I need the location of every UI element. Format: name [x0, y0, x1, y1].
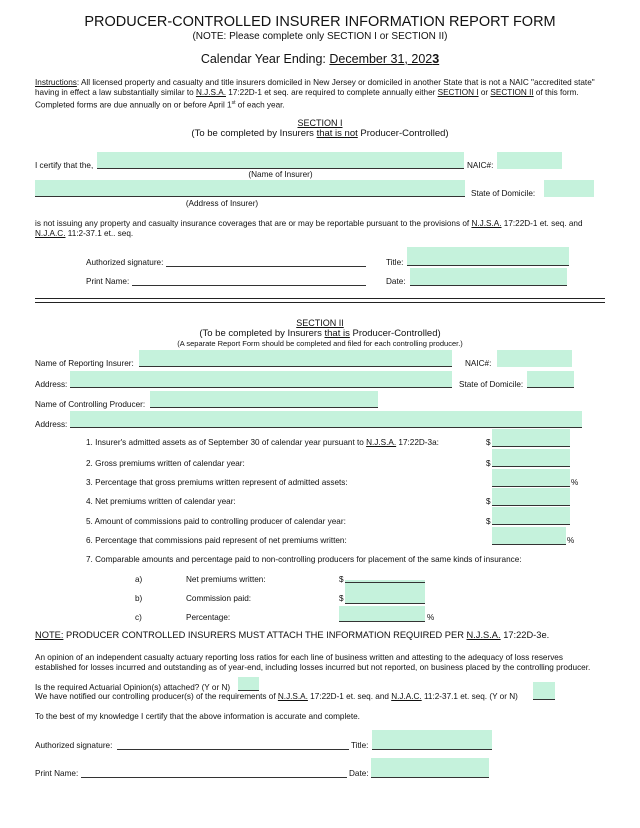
address-field[interactable] — [70, 371, 452, 388]
non-controlling-commission-field[interactable] — [345, 588, 425, 604]
divider-bottom — [35, 302, 605, 303]
item-7: 7. Comparable amounts and percentage paid to non-controlling producers for placement of the same kinds of insurance: — [86, 555, 522, 564]
section1-heading: SECTION I — [297, 118, 343, 128]
item-label: 6. Percentage that commissions paid represent of net premiums written: — [86, 536, 347, 545]
section1-statement: is not issuing any property and casualty insurance coverages that are or may be reportable pursuant to the provisions of N.J.S.A. 17:22D-1 et. seq. and N.J.A.C. 11:2-37.1 et.. seq. — [35, 219, 583, 238]
section2-naic-label: NAIC#: — [465, 359, 492, 368]
dollar-sign: $ — [486, 497, 491, 506]
form-note: (NOTE: Please complete only SECTION I or SECTION II) — [192, 31, 448, 42]
reporting-insurer-line — [139, 366, 452, 367]
sub-label: Percentage: — [186, 613, 231, 622]
auth-signature-label: Authorized signature: — [86, 258, 164, 267]
net-premiums-field[interactable] — [492, 488, 570, 505]
sub-label: Commission paid: — [186, 594, 252, 603]
controlling-producer-field[interactable] — [150, 391, 378, 408]
reporting-insurer-label: Name of Reporting Insurer: — [35, 359, 134, 368]
insurer-address-line — [35, 196, 465, 197]
insurer-name-line — [97, 168, 464, 169]
dollar-sign: $ — [339, 575, 344, 584]
controlling-producer-label: Name of Controlling Producer: — [35, 400, 146, 409]
section2-print-name-line[interactable] — [81, 777, 347, 778]
section2-heading: SECTION II — [296, 318, 344, 328]
dollar-sign: $ — [339, 594, 344, 603]
section2-print-name-label: Print Name: — [35, 769, 79, 778]
percent-sign: % — [427, 613, 435, 622]
date-line — [410, 285, 567, 286]
section2-auth-signature-line[interactable] — [117, 749, 349, 750]
title-line — [407, 265, 569, 266]
form-title: PRODUCER-CONTROLLED INSURER INFORMATION REPORT FORM — [84, 14, 556, 30]
title-field[interactable] — [407, 247, 569, 266]
address-caption: (Address of Insurer) — [185, 199, 259, 208]
non-controlling-pct-field[interactable] — [339, 606, 425, 622]
percent-sign: % — [567, 536, 575, 545]
instructions: Instructions: All licensed property and casualty and title insurers domiciled in New Jersey or domiciled in another State that is not a NAIC "accredited state" having in effect a law substantially similar to N.J.S.A. 17:22D-1 et seq. are required to complete annually either SECTION I or SECTION II of this form. Completed forms are due annually on or before April 1st of each year. — [35, 78, 595, 110]
section2-title-label: Title: — [351, 741, 369, 750]
section2-note: (A separate Report Form should be completed and filed for each controlling producer.) — [177, 339, 463, 348]
address-line — [70, 387, 452, 388]
producer-address-field[interactable] — [70, 411, 582, 428]
sub-letter: a) — [135, 575, 143, 584]
field-line — [492, 466, 570, 467]
insurer-name-field[interactable] — [97, 152, 464, 169]
field-line — [492, 505, 570, 506]
sub-letter: c) — [135, 613, 142, 622]
name-caption: (Name of Insurer) — [248, 170, 313, 179]
field-line — [345, 582, 425, 583]
admitted-assets-field[interactable] — [492, 429, 570, 446]
print-name-line[interactable] — [132, 285, 366, 286]
field-line — [492, 544, 566, 545]
section2-state-line — [527, 387, 574, 388]
divider-top — [35, 298, 605, 299]
item-label: 1. Insurer's admitted assets as of September 30 of calendar year pursuant to N.J.S.A. 17:22D-3a: — [86, 438, 439, 447]
section2-auth-signature-label: Authorized signature: — [35, 741, 113, 750]
field-line — [339, 621, 425, 622]
field-line — [492, 524, 570, 525]
dollar-sign: $ — [486, 517, 491, 526]
sub-label: Net premiums written: — [186, 575, 266, 584]
naic-field[interactable] — [497, 152, 562, 169]
certify-label: I certify that the, — [35, 161, 94, 170]
section2-naic-field[interactable] — [497, 350, 572, 367]
producer-address-label: Address: — [35, 420, 68, 429]
reporting-insurer-field[interactable] — [139, 350, 452, 367]
state-domicile-label: State of Domicile: — [471, 189, 536, 198]
gross-premiums-field[interactable] — [492, 449, 570, 466]
item-label: 5. Amount of commissions paid to controlling producer of calendar year: — [86, 517, 346, 526]
controlling-producer-line — [150, 407, 378, 408]
sub-letter: b) — [135, 594, 143, 603]
actuarial-yn-line — [238, 690, 259, 691]
actuarial-yn-field[interactable] — [238, 677, 259, 691]
section1-subheading: (To be completed by Insurers that is not Producer-Controlled) — [191, 128, 449, 139]
date-field[interactable] — [410, 268, 567, 285]
field-line — [492, 446, 570, 447]
field-line — [345, 603, 425, 604]
dollar-sign: $ — [486, 438, 491, 447]
commissions-field[interactable] — [492, 507, 570, 524]
section2-date-line — [371, 777, 489, 778]
print-name-label: Print Name: — [86, 277, 130, 286]
insurer-address-field[interactable] — [35, 180, 465, 197]
section2-date-label: Date: — [349, 769, 369, 778]
attachment-note: NOTE: PRODUCER CONTROLLED INSURERS MUST ATTACH THE INFORMATION REQUIRED PER N.J.S.A. 17:22D-3e. — [35, 630, 550, 640]
section2-date-field[interactable] — [371, 758, 489, 777]
section2-title-line — [372, 749, 492, 750]
state-domicile-field[interactable] — [544, 180, 594, 197]
naic-label: NAIC#: — [467, 161, 494, 170]
date-label: Date: — [386, 277, 406, 286]
gross-premium-pct-field[interactable] — [492, 469, 570, 486]
field-line — [492, 486, 570, 487]
certification-text: To the best of my knowledge I certify that the above information is accurate and complete. — [35, 712, 360, 721]
notified-yn-line — [533, 699, 555, 700]
section2-state-label: State of Domicile: — [459, 380, 524, 389]
section2-subheading: (To be completed by Insurers that is Producer-Controlled) — [199, 328, 441, 339]
dollar-sign: $ — [486, 459, 491, 468]
percent-sign: % — [571, 478, 579, 487]
actuarial-question: Is the required Actuarial Opinion(s) attached? (Y or N) — [35, 683, 231, 692]
producer-address-line — [70, 427, 582, 428]
calendar-year: Calendar Year Ending: December 31, 2023 — [200, 52, 440, 66]
item-label: 4. Net premiums written of calendar year: — [86, 497, 236, 506]
actuary-opinion-text: An opinion of an independent casualty actuary reporting loss ratios for each line of business written and attesting to the adequacy of loss reserves established for losses incurred and outstanding as of year-end, including losses incurred but not reported, on business placed by the controlling producer. — [35, 653, 591, 672]
address-label: Address: — [35, 380, 68, 389]
notified-statement: We have notified our controlling producer(s) of the requirements of N.J.S.A. 17:22D-1 et. seq. and N.J.A.C. 11:2-37.1 et. seq. (Y or N) — [35, 692, 518, 701]
title-label: Title: — [386, 258, 404, 267]
commission-pct-field[interactable] — [492, 527, 566, 544]
section2-title-field[interactable] — [372, 730, 492, 749]
notified-yn-field[interactable] — [533, 682, 555, 699]
auth-signature-line[interactable] — [166, 266, 366, 267]
section2-state-field[interactable] — [527, 371, 574, 388]
item-label: 2. Gross premiums written of calendar year: — [86, 459, 245, 468]
item-label: 3. Percentage that gross premiums written represent of admitted assets: — [86, 478, 348, 487]
